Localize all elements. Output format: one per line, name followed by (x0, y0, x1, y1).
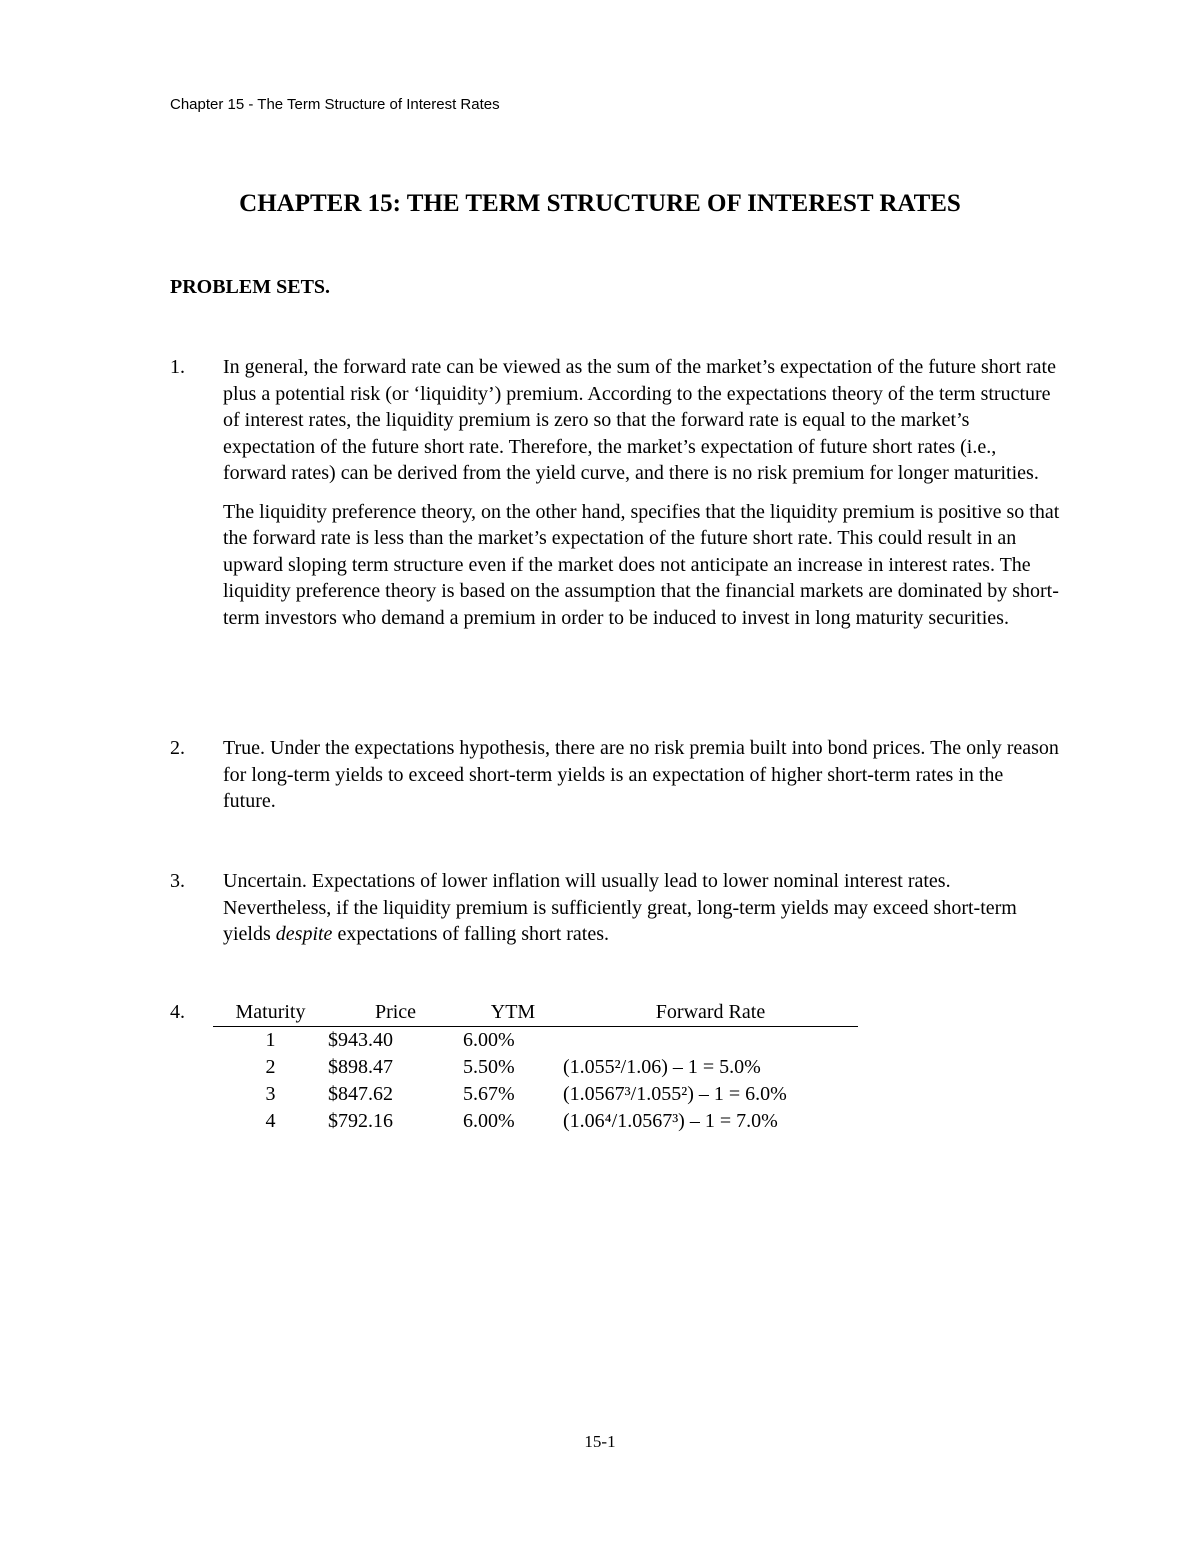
problem-1-paragraph-2: The liquidity preference theory, on the other hand, specifies that the liquidity premium is positive so that the forward rate is less than the market’s expectation of the future short rate. This could result in an upward sloping term structure even if the market does not anticipate an increase in interest rates. The liquidity preference theory is based on the assumption that the financial markets are dominated by short-term investors who demand a premium in order to be induced to invest in long maturity securities. (223, 500, 1060, 629)
cell-ytm: 6.00% (463, 1028, 515, 1051)
cell-maturity: 1 (265, 1028, 276, 1051)
problem-2-answer: True. Under the expectations hypothesis, there are no risk premia built into bond prices. The only reason for long-term yields to exceed short-term yields is an expectation of higher short-term rates in the future. (223, 737, 1059, 812)
answer-text: expectations of falling short rates. (332, 923, 610, 945)
table-row (213, 1108, 858, 1135)
page-number: 15-1 (584, 1432, 616, 1451)
cell-maturity: 4 (265, 1109, 276, 1132)
emphasis-text: despite (275, 923, 333, 945)
cell-maturity: 2 (265, 1055, 276, 1078)
bond-table (213, 999, 858, 1135)
cell-price: $847.62 (328, 1082, 393, 1105)
problem-3-answer (223, 868, 1060, 948)
section-heading: PROBLEM SETS. (170, 276, 331, 298)
problem-number: 2. (170, 737, 185, 759)
cell-maturity: 3 (265, 1082, 276, 1105)
table-row (213, 1054, 858, 1081)
cell-ytm: 5.67% (463, 1082, 515, 1105)
answer-text: Uncertain. Expectations of lower inflation will usually lead to lower nominal interest rates. Nevertheless, if the liquidity premium is sufficiently great, long-term yields may exceed short-term yields (223, 870, 1017, 945)
running-head: Chapter 15 - The Term Structure of Interest Rates (170, 96, 500, 113)
table-header-row (213, 999, 858, 1026)
cell-price: $898.47 (328, 1055, 393, 1078)
cell-price: $943.40 (328, 1028, 393, 1051)
problem-number: 3. (170, 870, 185, 892)
problem-4 (170, 999, 1060, 1135)
cell-forward-rate: (1.055²/1.06) – 1 = 5.0% (563, 1055, 761, 1078)
column-header-forward-rate: Forward Rate (563, 999, 858, 1026)
cell-ytm: 5.50% (463, 1055, 515, 1078)
cell-forward-rate: (1.06⁴/1.0567³) – 1 = 7.0% (563, 1109, 778, 1132)
problem-number: 1. (170, 356, 185, 378)
cell-price: $792.16 (328, 1109, 393, 1132)
problem-number: 4. (170, 1001, 185, 1023)
cell-ytm: 6.00% (463, 1109, 515, 1132)
problem-2 (170, 735, 1060, 815)
column-header-ytm: YTM (463, 999, 563, 1026)
problem-1 (170, 354, 1060, 631)
cell-forward-rate: (1.0567³/1.055²) – 1 = 6.0% (563, 1082, 787, 1105)
chapter-title: CHAPTER 15: THE TERM STRUCTURE OF INTEREST RATES (239, 190, 961, 217)
table-row (213, 1081, 858, 1108)
table-row (213, 1026, 858, 1054)
problem-1-paragraph-1: In general, the forward rate can be viewed as the sum of the market’s expectation of the future short rate plus a potential risk (or ‘liquidity’) premium. According to the expectations theory of the term structure of interest rates, the liquidity premium is zero so that the forward rate is equal to the market’s expectation of the future short rate. Therefore, the market’s expectation of future short rates (i.e., forward rates) can be derived from the yield curve, and there is no risk premium for longer maturities. (223, 356, 1056, 484)
column-header-maturity: Maturity (213, 999, 328, 1026)
cell-forward-rate (563, 1026, 858, 1054)
column-header-price: Price (328, 999, 463, 1026)
problem-3 (170, 868, 1060, 948)
